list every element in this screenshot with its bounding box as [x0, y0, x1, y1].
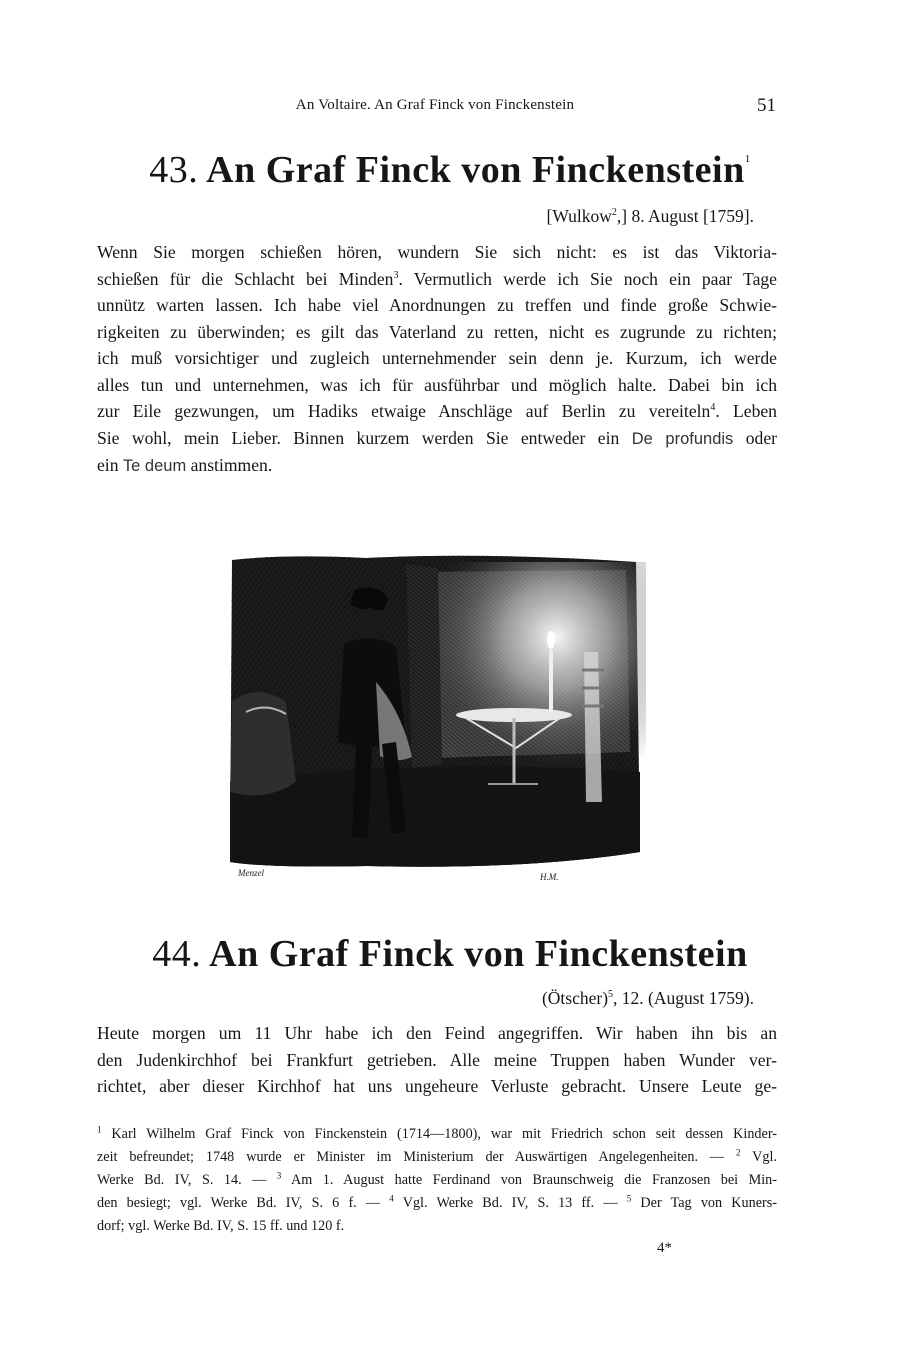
- letter-43-number: 43.: [149, 149, 199, 191]
- text-line: Wenn Sie morgen schießen hören, wundern Sie sich nicht: es ist das Viktoria-: [97, 242, 777, 262]
- text-line: richtet, aber dieser Kirchhof hat uns ungeheure Verluste gebracht. Unsere Leute ge-: [97, 1076, 777, 1096]
- text-line: rigkeiten zu überwinden; es gilt das Vaterland zu retten, nicht es zugrunde zu richten;: [97, 321, 777, 342]
- text-line: alles tun und unternehmen, was ich für ausführbar und möglich halte. Dabei bin ich: [97, 374, 777, 395]
- running-head: [0, 97, 900, 121]
- text-line: ich muß vorsichtiger und zugleich unternehmender sein denn je. Kurzum, ich werde: [97, 348, 777, 368]
- letter-44-body: [97, 1020, 777, 1100]
- footnote-ref-4: 4: [710, 402, 716, 414]
- letter-44-dateline: [542, 988, 754, 1009]
- text-line: Sie wohl, mein Lieber. Binnen kurzem werden Sie entweder ein De profundis oder: [97, 427, 777, 448]
- letter-44-number: 44.: [152, 933, 202, 975]
- footnote-ref-5: 5: [608, 989, 614, 1001]
- footnotes: [97, 1123, 777, 1238]
- latin-phrase: Te deum: [122, 457, 187, 475]
- text-line: unnütz warten lassen. Ich habe viel Anordnungen zu treffen und finde große Schwie-: [97, 295, 777, 315]
- letter-44-title: An Graf Finck von Finckenstein: [209, 933, 748, 975]
- signature-mark: 4*: [657, 1240, 672, 1256]
- letter-43-title: An Graf Finck von Finckenstein: [206, 149, 745, 191]
- text-line: den Judenkirchhof bei Frankfurt getrieben. Alle meine Truppen haben Wunder ver-: [97, 1049, 777, 1070]
- letter-43-heading: [0, 148, 900, 192]
- footnote-line: dorf; vgl. Werke Bd. IV, S. 15 ff. und 120 f.: [97, 1218, 345, 1234]
- letter-44-heading: [0, 932, 900, 976]
- engraving-illustration: [226, 552, 646, 882]
- engraver-signature: H.M.: [540, 872, 559, 882]
- running-title: An Voltaire. An Graf Finck von Finckenstein: [295, 97, 575, 113]
- footnote-line: $^1$ Karl Wilhelm Graf Finck von Finckenstein (1714—1800), war mit Friedrich schon seit dessen Kinder-: [97, 1124, 777, 1142]
- dateline-date: ,] 8. August [1759].: [616, 206, 754, 226]
- footnote-line: den besiegt; vgl. Werke Bd. IV, S. 6 f. — $^4$ Vgl. Werke Bd. IV, S. 13 ff. — $^5$ Der Tag von Kuners-: [97, 1193, 777, 1211]
- footnote-line: Werke Bd. IV, S. 14. — $^3$ Am 1. August hatte Ferdinand von Braunschweig die Franzosen bei Min-: [97, 1170, 777, 1188]
- footnote-ref-3: 3: [393, 269, 399, 281]
- footnote-ref-1: 1: [744, 153, 751, 165]
- text-line: Heute morgen um 11 Uhr habe ich den Feind angegriffen. Wir haben ihn bis an: [97, 1023, 777, 1043]
- latin-phrase: De profundis: [631, 429, 734, 448]
- letter-43-dateline: [547, 206, 754, 227]
- text-line: ein Te deum anstimmen.: [97, 455, 273, 475]
- page-number: 51: [757, 95, 776, 116]
- footnote-line: zeit befreundet; 1748 wurde er Minister im Ministerium der Auswärtigen Angelegenheiten. — $^2$ Vgl.: [97, 1147, 778, 1165]
- dateline-date: , 12. (August 1759).: [613, 988, 754, 1008]
- text-line: zur Eile gezwungen, um Hadiks etwaige Anschläge auf Berlin zu vereiteln$^4$. Leben: [97, 401, 777, 421]
- letter-43-body: [97, 239, 777, 480]
- text-line: schießen für die Schlacht bei Minden$^3$. Vermutlich werde ich Sie noch ein paar Tage: [97, 268, 777, 289]
- dateline-place: [Wulkow: [546, 206, 612, 226]
- artist-signature: Menzel: [238, 868, 264, 878]
- footnote-ref-2: 2: [611, 207, 617, 219]
- dateline-place: (Ötscher): [541, 988, 609, 1008]
